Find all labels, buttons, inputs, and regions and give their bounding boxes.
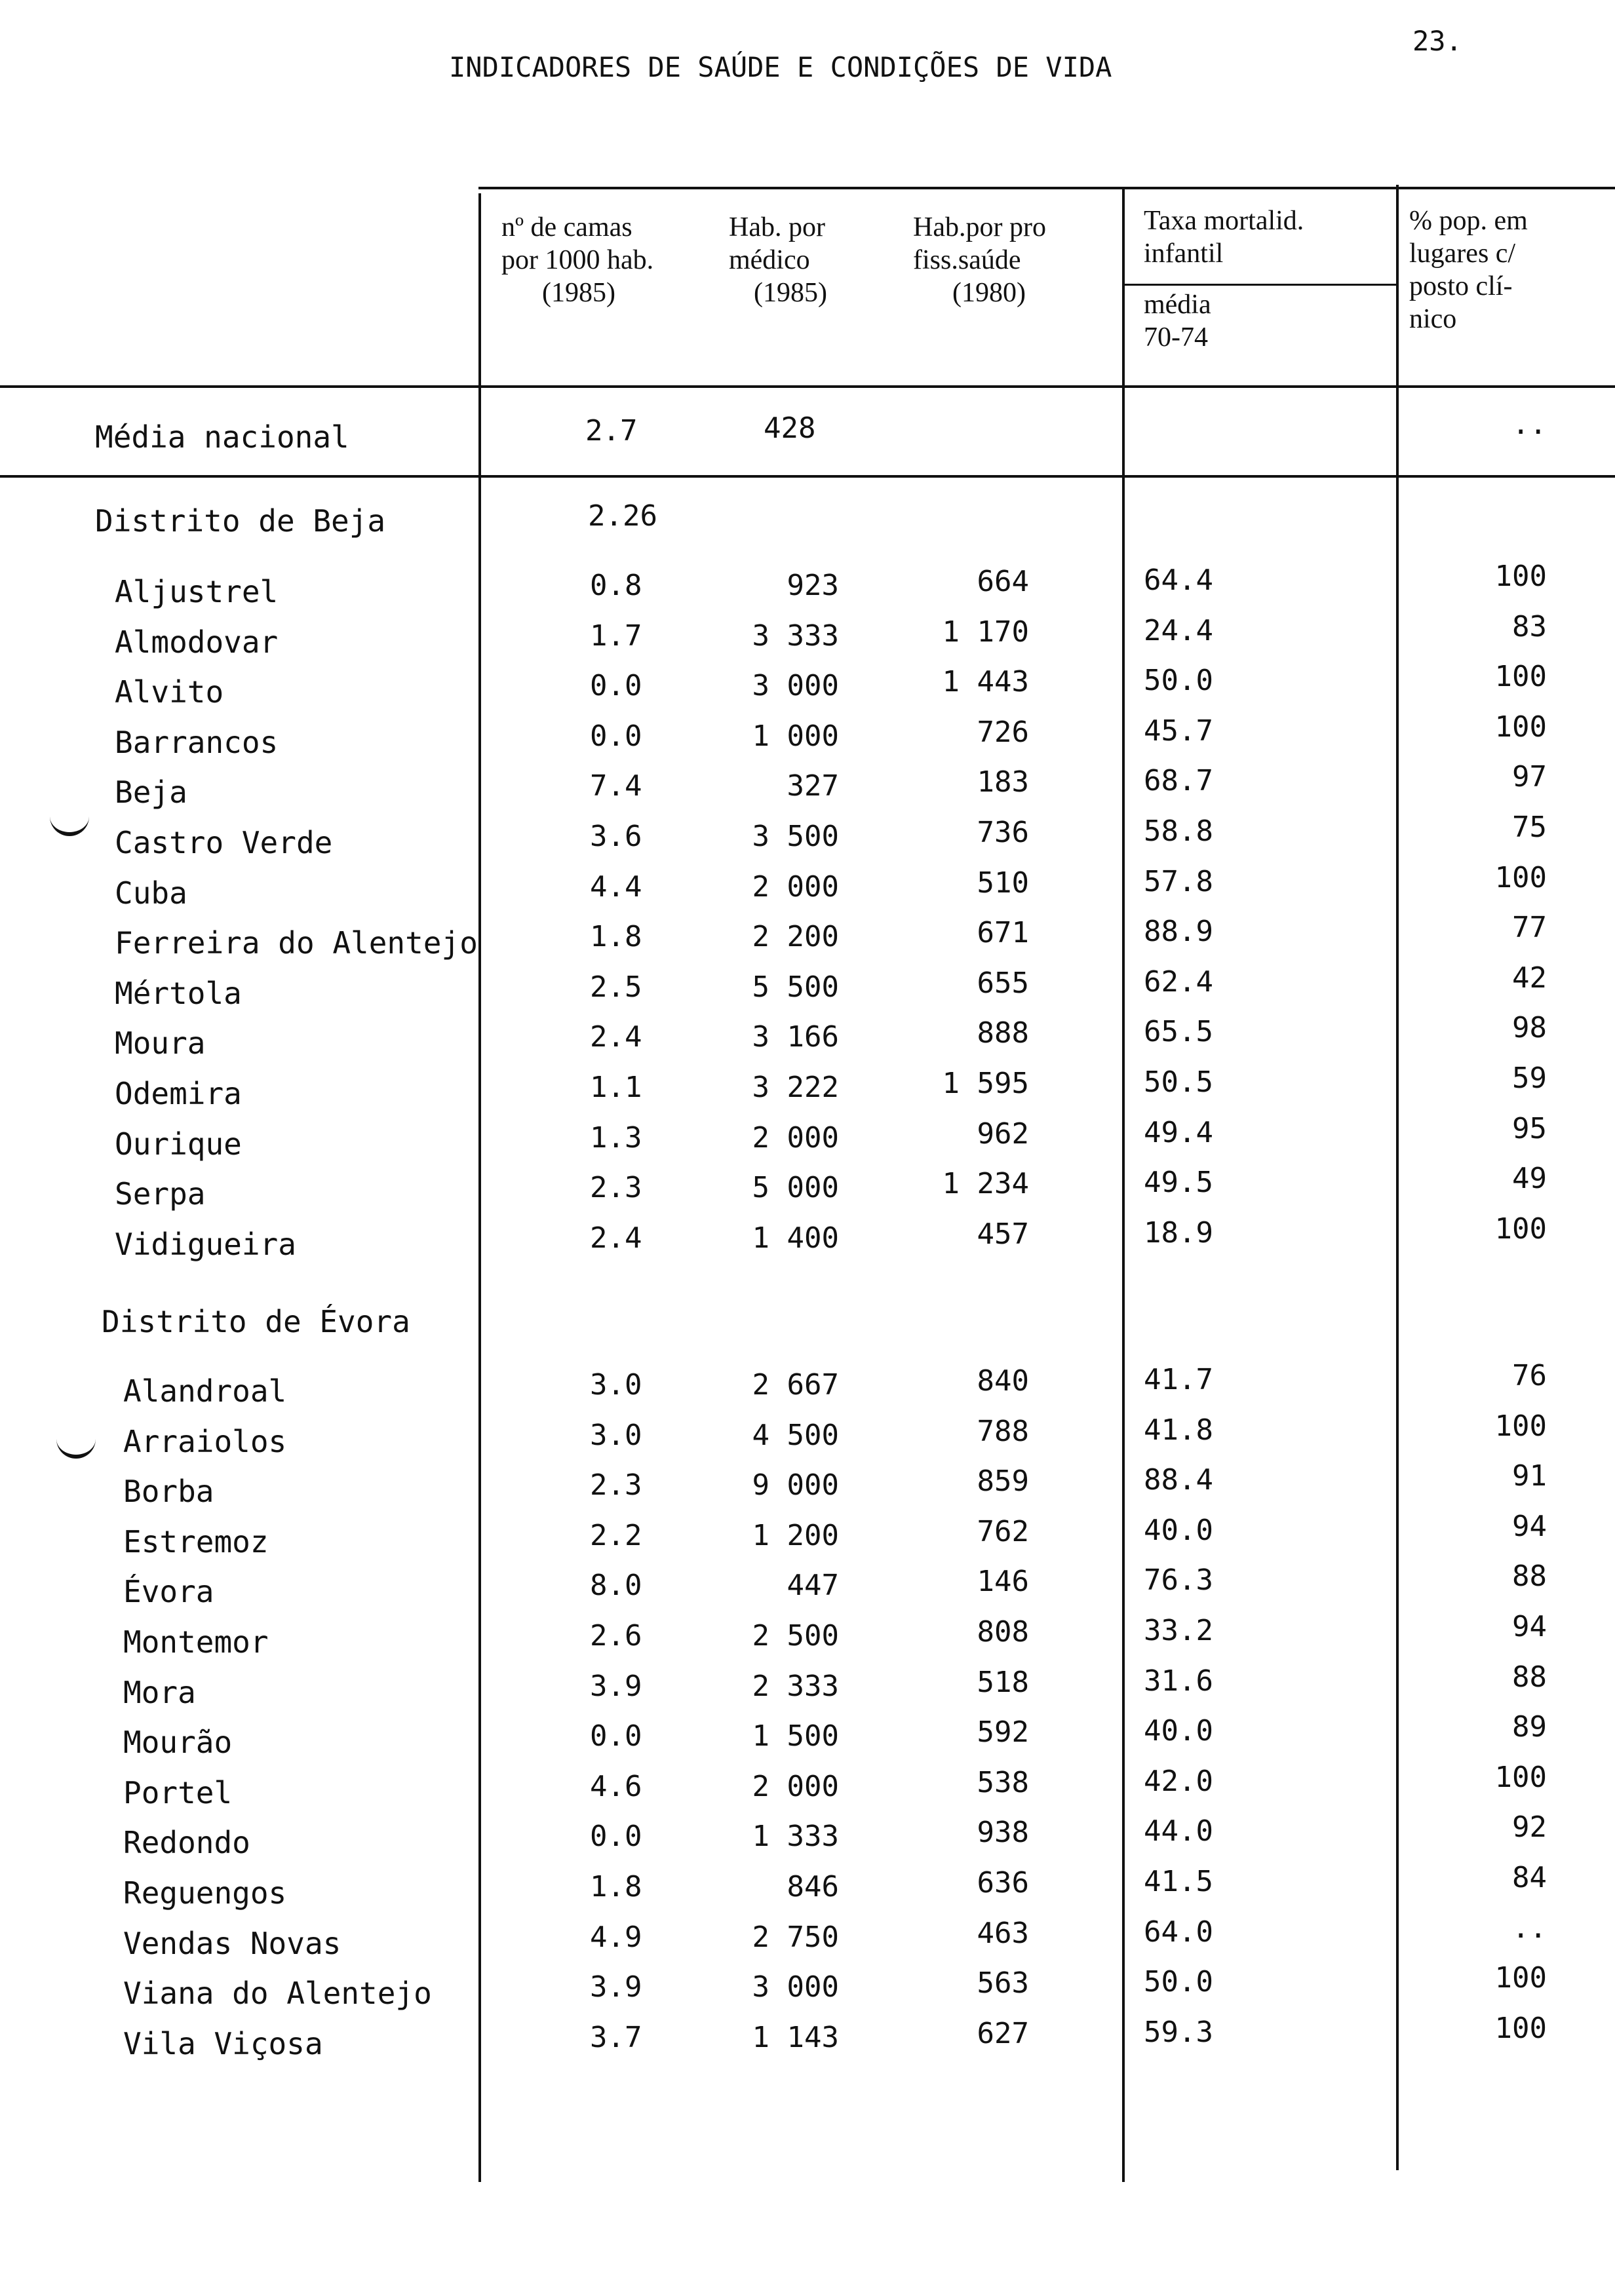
vertical-rule-2 [1122,187,1125,2182]
margin-check-mark [50,813,89,836]
header-camas: nº de camas por 1000 hab. (1985) [501,212,654,308]
row-camas: 0.0 [590,669,642,702]
media-nacional-label: Média nacional [95,419,349,455]
row-municipality: Arraiolos [123,1424,287,1459]
row-posto: 88 [1512,1660,1547,1694]
row-municipality: Aljustrel [115,574,279,609]
row-hab-medico: 4 500 [752,1419,839,1452]
row-posto: 92 [1512,1810,1547,1844]
row-municipality: Ourique [115,1126,242,1162]
row-mortalidade: 41.7 [1144,1363,1213,1396]
row-posto: 75 [1512,811,1547,844]
row-hab-prof: 1 595 [942,1067,1029,1100]
row-camas: 0.0 [590,719,642,753]
row-hab-medico: 447 [787,1569,839,1602]
row-camas: 3.0 [590,1368,642,1402]
row-municipality: Viana do Alentejo [123,1976,432,2011]
row-mortalidade: 64.0 [1144,1915,1213,1949]
row-hab-prof: 457 [977,1217,1029,1251]
media-nacional-camas: 2.7 [585,414,638,448]
row-posto: 97 [1512,760,1547,794]
row-municipality: Cuba [115,875,187,911]
row-hab-prof: 518 [977,1666,1029,1699]
row-municipality: Vidigueira [115,1227,296,1262]
row-hab-medico: 5 000 [752,1171,839,1204]
row-hab-prof: 671 [977,916,1029,949]
row-municipality: Portel [123,1775,233,1810]
row-posto: 49 [1512,1162,1547,1195]
row-hab-medico: 2 000 [752,1770,839,1803]
row-hab-medico: 2 500 [752,1619,839,1653]
page-title: INDICADORES DE SAÚDE E CONDIÇÕES DE VIDA [449,51,1112,83]
row-mortalidade: 45.7 [1144,714,1213,748]
row-posto: 100 [1494,861,1547,894]
row-hab-medico: 1 200 [752,1519,839,1552]
row-hab-medico: 3 222 [752,1071,839,1104]
row-municipality: Almodovar [115,624,279,660]
row-camas: 3.0 [590,1419,642,1452]
row-mortalidade: 65.5 [1144,1015,1213,1048]
row-municipality: Odemira [115,1076,242,1111]
row-mortalidade: 68.7 [1144,764,1213,797]
row-mortalidade: 24.4 [1144,614,1213,647]
row-posto: 84 [1512,1861,1547,1894]
row-camas: 0.8 [590,569,642,602]
row-mortalidade: 44.0 [1144,1814,1213,1848]
row-mortalidade: 76.3 [1144,1563,1213,1597]
row-hab-prof: 808 [977,1615,1029,1649]
row-hab-medico: 3 166 [752,1020,839,1054]
row-posto: 42 [1512,961,1547,995]
header-mortalidade: Taxa mortalid. infantil [1144,206,1304,269]
row-camas: 3.7 [590,2021,642,2054]
row-mortalidade: 41.8 [1144,1413,1213,1447]
media-bottom-rule [0,475,1615,478]
row-camas: 1.1 [590,1071,642,1104]
row-posto: 94 [1512,1510,1547,1543]
row-camas: 8.0 [590,1569,642,1602]
row-municipality: Alandroal [123,1373,287,1409]
row-hab-medico: 2 000 [752,1121,839,1155]
row-municipality: Vila Viçosa [123,2026,323,2061]
row-camas: 1.8 [590,920,642,953]
row-camas: 0.0 [590,1719,642,1753]
row-posto: 100 [1494,660,1547,693]
row-hab-prof: 859 [977,1464,1029,1498]
row-camas: 4.9 [590,1921,642,1954]
row-camas: 4.6 [590,1770,642,1803]
row-posto: 100 [1494,560,1547,593]
row-hab-prof: 563 [977,1966,1029,2000]
header-hab-prof: Hab.por pro fiss.saúde (1980) [913,212,1046,308]
row-posto: 83 [1512,610,1547,643]
row-camas: 2.5 [590,970,642,1004]
row-hab-prof: 938 [977,1816,1029,1849]
row-municipality: Borba [123,1474,214,1509]
vertical-rule-3 [1396,185,1399,2170]
header-mortalidade-media: média 70-74 [1144,290,1211,353]
row-municipality: Serpa [115,1176,206,1212]
distrito-beja-camas: 2.26 [588,499,657,533]
row-camas: 3.9 [590,1970,642,2004]
margin-check-mark [56,1435,96,1459]
row-posto: 95 [1512,1112,1547,1145]
row-camas: 2.3 [590,1171,642,1204]
row-hab-prof: 664 [977,565,1029,598]
row-hab-prof: 888 [977,1016,1029,1050]
row-municipality: Estremoz [123,1524,269,1559]
row-mortalidade: 40.0 [1144,1514,1213,1547]
row-municipality: Castro Verde [115,825,333,860]
row-municipality: Montemor [123,1624,269,1660]
row-hab-prof: 183 [977,765,1029,799]
row-hab-medico: 327 [787,769,839,803]
row-camas: 2.6 [590,1619,642,1653]
row-municipality: Reguengos [123,1875,287,1911]
row-camas: 2.3 [590,1468,642,1502]
row-hab-medico: 846 [787,1870,839,1904]
row-camas: 1.3 [590,1121,642,1155]
row-hab-prof: 788 [977,1415,1029,1448]
row-hab-medico: 1 500 [752,1719,839,1753]
row-mortalidade: 58.8 [1144,814,1213,848]
media-nacional-posto: .. [1512,408,1547,441]
row-mortalidade: 64.4 [1144,564,1213,597]
row-posto: 88 [1512,1559,1547,1593]
row-mortalidade: 40.0 [1144,1714,1213,1748]
row-municipality: Vendas Novas [123,1926,341,1961]
header-hab-medico: Hab. por médico (1985) [729,212,827,308]
row-hab-prof: 627 [977,2017,1029,2050]
row-municipality: Évora [123,1574,214,1609]
row-hab-medico: 1 333 [752,1820,839,1853]
row-hab-medico: 2 667 [752,1368,839,1402]
row-posto: .. [1512,1911,1547,1945]
row-hab-prof: 538 [977,1766,1029,1799]
row-hab-medico: 2 750 [752,1921,839,1954]
row-hab-prof: 463 [977,1917,1029,1950]
row-mortalidade: 41.5 [1144,1865,1213,1898]
row-camas: 3.9 [590,1670,642,1703]
row-hab-medico: 2 333 [752,1670,839,1703]
row-camas: 1.7 [590,619,642,653]
row-posto: 89 [1512,1710,1547,1744]
row-mortalidade: 49.4 [1144,1116,1213,1149]
row-hab-medico: 3 000 [752,669,839,702]
vertical-rule-1 [478,193,481,2182]
row-camas: 4.4 [590,870,642,904]
page-number: 23. [1412,25,1462,57]
row-posto: 100 [1494,710,1547,744]
row-camas: 2.4 [590,1020,642,1054]
row-hab-prof: 1 170 [942,615,1029,649]
row-municipality: Mora [123,1675,196,1710]
row-posto: 77 [1512,911,1547,944]
distrito-evora-label: Distrito de Évora [102,1304,410,1339]
row-hab-medico: 2 200 [752,920,839,953]
mortalidade-sub-rule [1122,284,1397,286]
row-mortalidade: 50.0 [1144,1965,1213,1999]
row-posto: 94 [1512,1610,1547,1643]
row-hab-medico: 9 000 [752,1468,839,1502]
row-posto: 100 [1494,1409,1547,1443]
row-hab-prof: 146 [977,1565,1029,1598]
row-municipality: Moura [115,1025,206,1061]
row-posto: 59 [1512,1062,1547,1095]
row-hab-medico: 1 400 [752,1221,839,1255]
row-hab-prof: 592 [977,1715,1029,1749]
row-hab-medico: 2 000 [752,870,839,904]
row-municipality: Redondo [123,1825,250,1860]
row-mortalidade: 88.4 [1144,1463,1213,1497]
row-mortalidade: 18.9 [1144,1216,1213,1250]
media-nacional-medico: 428 [764,411,816,445]
row-hab-medico: 923 [787,569,839,602]
row-camas: 2.2 [590,1519,642,1552]
row-posto: 76 [1512,1359,1547,1392]
row-mortalidade: 57.8 [1144,865,1213,898]
row-hab-medico: 1 143 [752,2021,839,2054]
row-hab-prof: 510 [977,866,1029,900]
row-hab-prof: 655 [977,966,1029,1000]
header-top-rule [478,187,1615,189]
row-hab-medico: 3 500 [752,820,839,853]
row-mortalidade: 31.6 [1144,1664,1213,1698]
row-hab-medico: 1 000 [752,719,839,753]
row-municipality: Barrancos [115,725,279,760]
row-hab-medico: 5 500 [752,970,839,1004]
header-posto: % pop. em lugares c/ posto clí- nico [1409,206,1528,334]
row-camas: 7.4 [590,769,642,803]
row-hab-medico: 3 333 [752,619,839,653]
row-posto: 100 [1494,1212,1547,1246]
row-mortalidade: 50.5 [1144,1065,1213,1099]
row-hab-medico: 3 000 [752,1970,839,2004]
row-camas: 2.4 [590,1221,642,1255]
row-camas: 0.0 [590,1820,642,1853]
row-municipality: Alvito [115,674,224,710]
header-bottom-rule [0,385,1615,388]
row-camas: 1.8 [590,1870,642,1904]
row-posto: 91 [1512,1459,1547,1493]
row-mortalidade: 88.9 [1144,915,1213,948]
row-hab-prof: 726 [977,716,1029,749]
row-hab-prof: 962 [977,1117,1029,1151]
row-municipality: Mértola [115,976,242,1011]
row-municipality: Ferreira do Alentejo [115,925,478,961]
row-hab-prof: 636 [977,1866,1029,1900]
row-hab-prof: 736 [977,816,1029,849]
row-mortalidade: 50.0 [1144,664,1213,697]
row-mortalidade: 59.3 [1144,2016,1213,2049]
row-posto: 98 [1512,1011,1547,1044]
row-mortalidade: 62.4 [1144,965,1213,999]
row-mortalidade: 42.0 [1144,1765,1213,1798]
row-hab-prof: 762 [977,1515,1029,1548]
row-mortalidade: 33.2 [1144,1614,1213,1647]
row-posto: 100 [1494,2012,1547,2045]
row-hab-prof: 840 [977,1364,1029,1398]
row-posto: 100 [1494,1961,1547,1995]
row-municipality: Mourão [123,1725,233,1760]
row-mortalidade: 49.5 [1144,1166,1213,1199]
row-hab-prof: 1 234 [942,1167,1029,1200]
row-municipality: Beja [115,775,187,810]
row-hab-prof: 1 443 [942,665,1029,698]
row-posto: 100 [1494,1761,1547,1794]
row-camas: 3.6 [590,820,642,853]
distrito-beja-label: Distrito de Beja [95,503,386,539]
